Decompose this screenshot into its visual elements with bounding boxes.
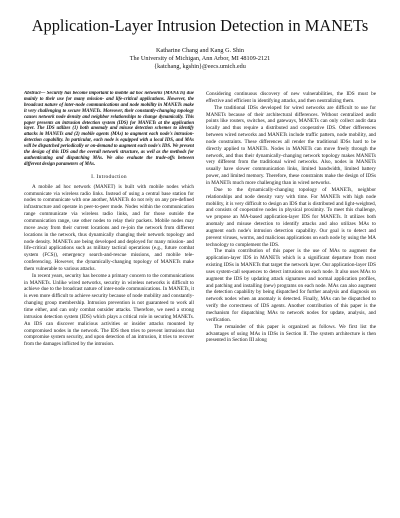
section-heading-introduction: I. Introduction xyxy=(91,173,127,180)
paragraph: In recent years, security has become a primary concern to the communications in MANETs. Unlike wired networks, security in wireless networks is difficult to achieve due to the broadcast nature of inter-node communications. In MANETs, it is even more difficult to achieve security because of node mobility and constantly-changing group membership. Intrusion prevention is not guaranteed to work all time either, and can only combat outsider attacks. Therefore, we need a strong intrusion detection system (IDS) which plays a critical role in securing MANETs. An IDS can discover malicious activities or insider attacks mounted by compromised nodes in the network. The IDS then tries to prevent intrusions that compromise system security, and upon detection of an intrusion, it tries to recover from the damages inflicted by the intrusion. xyxy=(24,272,194,348)
paper-email: {katchang, kgshin}@eecs.umich.edu xyxy=(154,63,246,70)
body-columns xyxy=(24,91,376,511)
paragraph: A mobile ad hoc network (MANET) is built with mobile nodes which communicate via wireless radio links. Instead of using a central base station for nodes to communicate with one another, MANETs do not rely on any pre-defined infrastructure and operate in peer-to-peer mode. Nodes within the communication range communicate via wireless radio links, and for those outside the communication range, use other nodes to relay their packets. Mobile nodes may move away from their current locations and re-join the network from different locations in the network, thus dynamically changing their network topology and node density. MANETs are being developed and deployed for many mission- and life-critical applications such as military tactical operations (e.g., future combat system (FCS)), emergency search-and-rescue missions, and mobile tele-conferencing. However, the dynamically-changing topology of MANETs make them vulnerable to various attacks. xyxy=(24,183,194,272)
right-column xyxy=(206,91,376,511)
paper-authors: Katharine Chang and Kang G. Shin xyxy=(156,47,244,54)
paragraph: Due to the dynamically-changing topology of MANETs, neighbor relationships and node density vary with time. For MANETs with high node mobility, it is very difficult to design an IDS that is distributed and light-weighted, and consists of cooperative nodes in physical proximity. To meet this challenge, we propose an MA-based application-layer IDS for MANETs. It utilizes both anomaly and misuse detection to identify attacks and also utilizes MAs to augment each node's intrusion detection capability. Our goal is to detect and prevent viruses, worms, and malicious applications on each node by using the MA technology to complement the IDS. xyxy=(206,186,376,248)
abstract: Abstract— Security has become important to mobile ad hoc networks (MANETs) due mainly to their use for many mission- and life-critical applications. However, the broadcast nature of inter-node communications and node mobility in MANETs make it very challenging to secure MANETs. Moreover, their constantly-changing topology causes network node density and neighbor relationships to change dynamically. This paper presents an intrusion detection system (IDS) for MANETs at the application layer. The IDS utilizes (1) both anomaly and misuse detection schemes to identify attacks in MANETs and (2) mobile agents (MAs) to augment each node's intrusion-detection capability. In particular, each node is equipped with a local IDS, and MAs will be dispatched periodically or on-demand to augment each node's IDS. We present the design of this IDS and the overall network structure, as well as the methods for authenticating and dispatching MAs. We also evaluate the trade-offs between different design parameters of MAs. xyxy=(24,91,194,167)
paper-title: Application-Layer Intrusion Detection in MANETs xyxy=(31,16,369,35)
paragraph: Considering continuous discovery of new vulnerabilities, the IDS must be effective and efficient in identifying attacks, and then neutralizing them. xyxy=(206,91,376,104)
left-column xyxy=(24,91,194,511)
paragraph: The traditional IDSs developed for wired networks are difficult to use for MANETs because of their architectural differences. Without centralized audit points like routers, switches, and gateways, MANETs can only collect audit data locally and thus require a distributed and cooperative IDS. Other differences between wired networks and MANETs include traffic pattern, node mobility, and node constraints. These differences all render the traditional IDSs hard to be directly applied to MANETs. Nodes in MANETs can move freely through the network, and thus their dynamically-changing network topology makes MANETs very different from the traditional wired networks. Also, nodes in MANETs usually have slower communication links, limited bandwidth, limited battery power, and limited memory. Therefore, these constraints make the design of IDSs in MANETs much more challenging than in wired networks. xyxy=(206,104,376,186)
paragraph: The remainder of this paper is organized as follows. We first list the advantages of using MAs in IDSs in Section II. The system architecture is then presented in Section III along xyxy=(206,323,376,344)
paper-affiliation: The University of Michigan, Ann Arbor, MI 48109-2121 xyxy=(129,55,271,62)
paragraph: The main contribution of this paper is the use of MAs to augment the application-layer IDS in MANETs which is a significant departure from most existing IDSs in MANETs that target the network layer. Our application-layer IDS uses system-call sequences to detect intrusions on each node. It also uses MAs to augment the IDS by updating attack signatures and normal application profiles, and patching and installing (new) programs on each node. MAs can also augment the detection capability by being dispatched for further analysis and diagnosis on network nodes when an anomaly is detected. Finally, MAs can be dispatched to verify the correctness of IDS agents. Another contribution of this paper is the mechanism for dispatching MAs to network nodes for update, analysis, and verification. xyxy=(206,248,376,323)
